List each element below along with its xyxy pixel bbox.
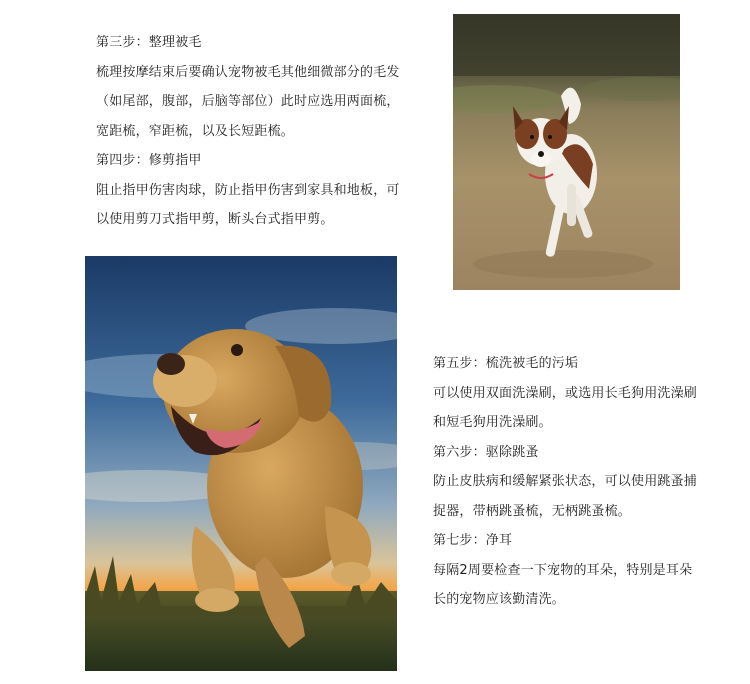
step5-line-2: 和短毛狗用洗澡刷。 — [433, 415, 552, 430]
text-block-top — [96, 28, 400, 235]
step6-line-1: 防止皮肤病和缓解紧张状态，可以使用跳蚤捕 — [433, 474, 698, 489]
step7-line-1: 每隔2周要检查一下宠物的耳朵，特别是耳朵 — [433, 562, 693, 578]
step3-line-1: 梳理按摩结束后要确认宠物被毛其他细微部分的毛发 — [96, 64, 400, 80]
step4-line-2: 以使用剪刀式指甲剪，断头台式指甲剪。 — [96, 212, 334, 227]
text-block-bottom — [433, 349, 697, 615]
running-dog-photo — [453, 14, 680, 290]
step6-heading: 第六步：驱除跳蚤 — [433, 444, 539, 460]
step6-line-2: 捉器，带柄跳蚤梳，无柄跳蚤梳。 — [433, 503, 632, 519]
running-dog-image — [453, 14, 680, 290]
step3-line-2: （如尾部，腹部，后脑等部位）此时应选用两面梳， — [96, 94, 400, 109]
step3-line-3: 宽距梳，窄距梳，以及长短距梳。 — [96, 123, 295, 139]
step4-line-1: 阻止指甲伤害肉球，防止指甲伤害到家具和地板，可 — [96, 182, 400, 198]
step5-line-1: 可以使用双面洗澡刷，或选用长毛狗用洗澡刷 — [433, 385, 698, 401]
leaping-dog-image — [85, 256, 397, 671]
leaping-dog-photo — [85, 256, 397, 671]
step5-heading: 第五步：梳洗被毛的污垢 — [433, 356, 579, 371]
step7-heading: 第七步：净耳 — [433, 533, 513, 548]
step7-line-2: 长的宠物应该勤清洗。 — [433, 592, 566, 607]
step3-heading: 第三步：整理被毛 — [96, 35, 202, 50]
step4-heading: 第四步：修剪指甲 — [96, 153, 202, 168]
